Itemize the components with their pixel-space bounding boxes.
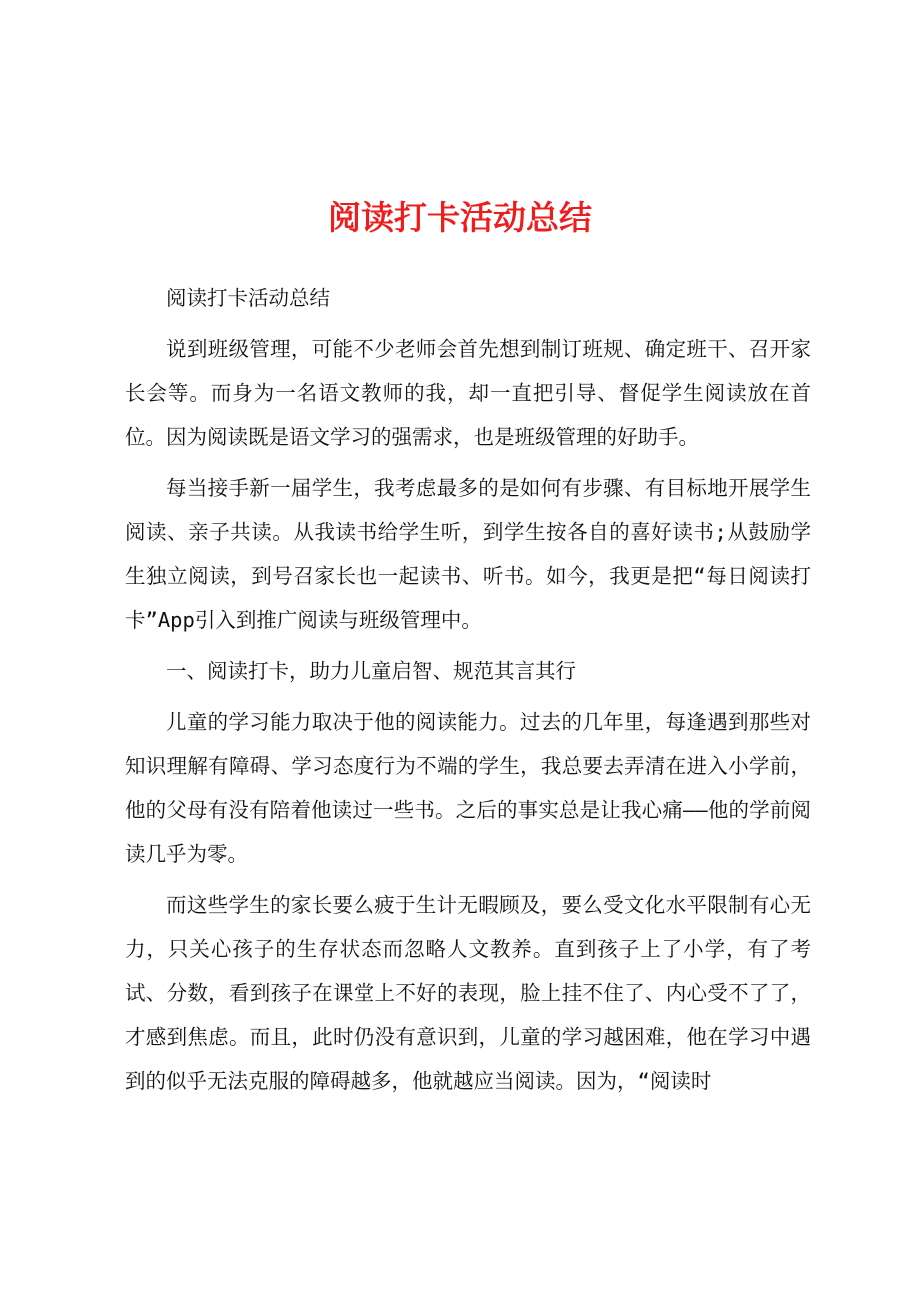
paragraph-heading: 阅读打卡活动总结 (166, 286, 330, 310)
paragraph-2: 每当接手新一届学生，我考虑最多的是如何有步骤、有目标地开展学生阅读、亲子共读。从我读书给学生听，到学生按各自的喜好读书;从鼓励学生独立阅读，到号召家长也一起读书、听书。如今，我更是把“每日阅读打卡”App引入到推广阅读与班级管理中。 (125, 476, 811, 632)
paragraph-4: 而这些学生的家长要么疲于生计无暇顾及，要么受文化水平限制有心无力，只关心孩子的生存状态而忽略人文教养。直到孩子上了小学，有了考试、分数，看到孩子在课堂上不好的表现，脸上挂不住了、内心受不了了，才感到焦虑。而且，此时仍没有意识到，儿童的学习越困难，他在学习中遇到的似乎无法克服的障碍越多，他就越应当阅读。因为，“阅读时 (125, 893, 811, 1093)
document-title: 阅读打卡活动总结 (328, 198, 592, 237)
paragraph-1: 说到班级管理，可能不少老师会首先想到制订班规、确定班干、召开家长会等。而身为一名语文教师的我，却一直把引导、督促学生阅读放在首位。因为阅读既是语文学习的强需求，也是班级管理的好助手。 (125, 337, 811, 449)
document-body (125, 276, 811, 1103)
section-heading-1: 一、阅读打卡，助力儿童启智、规范其言其行 (166, 659, 576, 683)
paragraph-3: 儿童的学习能力取决于他的阅读能力。过去的几年里，每逢遇到那些对知识理解有障碍、学习态度行为不端的学生，我总要去弄清在进入小学前，他的父母有没有陪着他读过一些书。之后的事实总是让我心痛——他的学前阅读几乎为零。 (125, 710, 811, 866)
